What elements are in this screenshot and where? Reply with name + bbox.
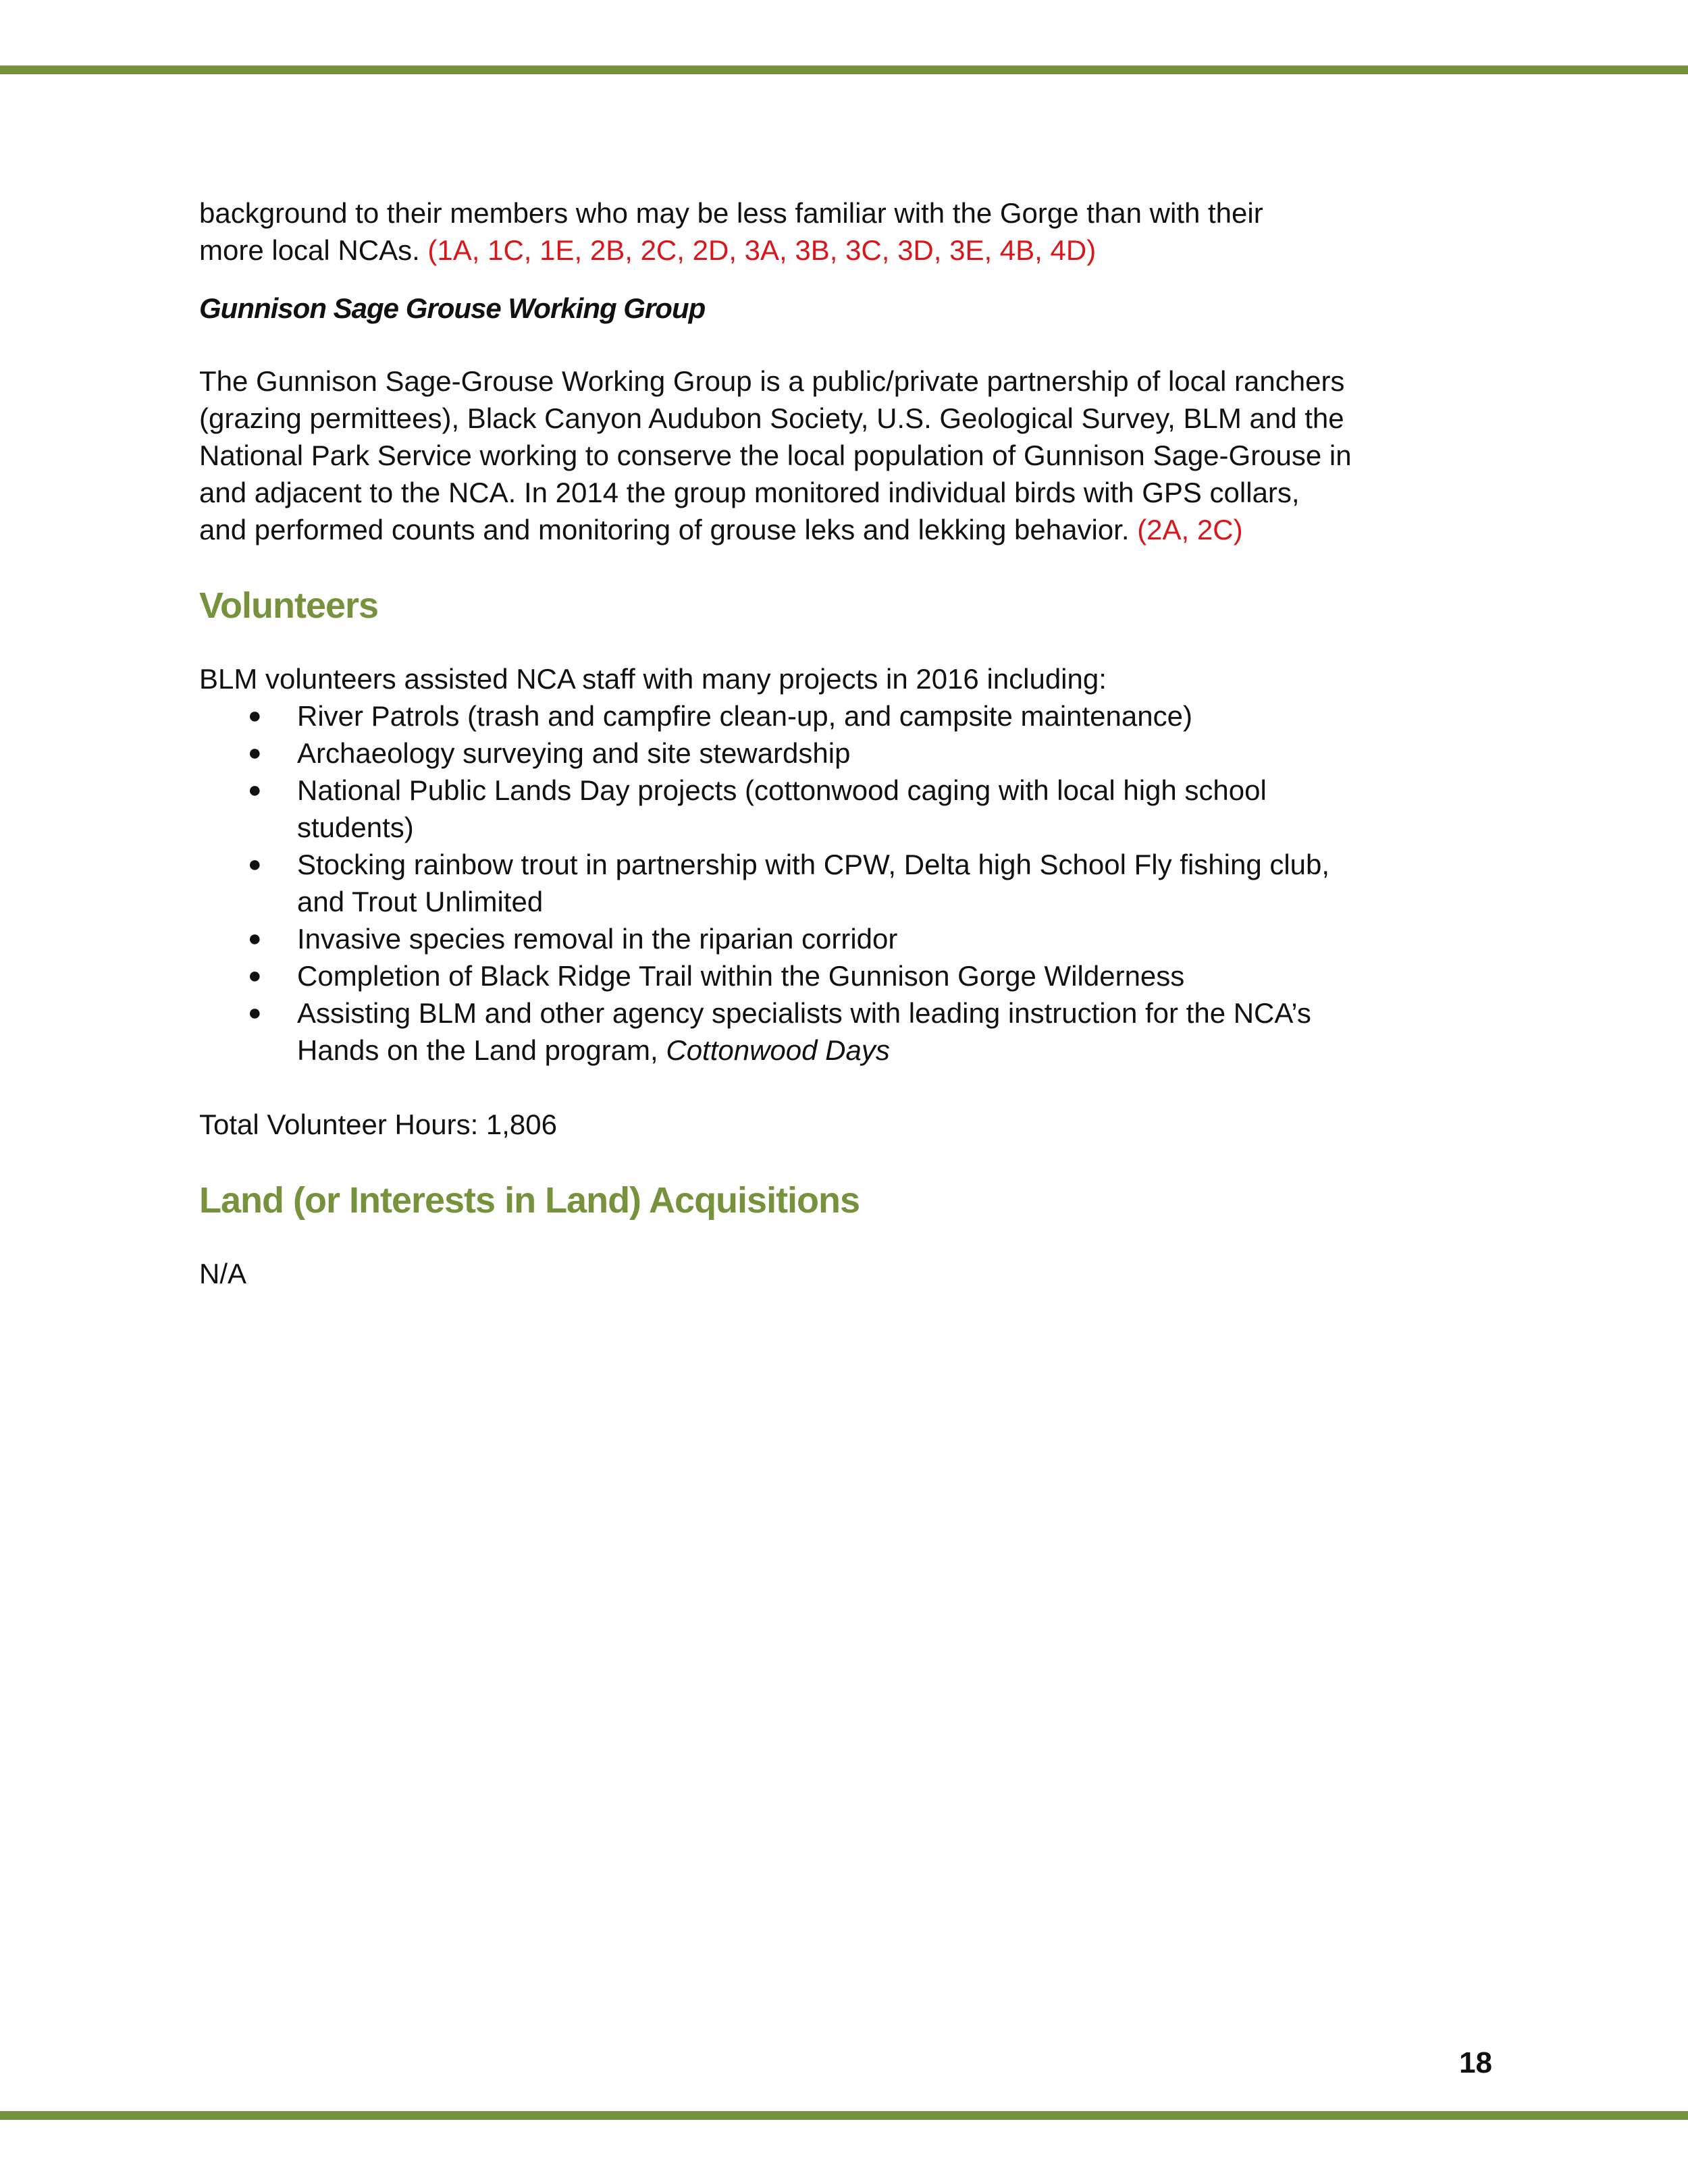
land-acquisitions-text: N/A — [199, 1258, 247, 1289]
bullet-icon: ● — [248, 703, 262, 728]
sage-grouse-line: National Park Service working to conserve the local population of Gunnison Sage-Grouse in — [199, 440, 1352, 471]
intro-line-2: more local NCAs. — [199, 234, 428, 266]
list-item: ● River Patrols (trash and campfire clean-up, and campsite maintenance) — [199, 697, 1506, 735]
page-content — [199, 194, 1506, 1292]
volunteers-heading: Volunteers — [199, 585, 379, 626]
list-item: ● Completion of Black Ridge Trail within the Gunnison Gorge Wilderness — [199, 957, 1506, 994]
intro-line-1: background to their members who may be less familiar with the Gorge than with their — [199, 197, 1263, 229]
volunteer-project-list — [199, 697, 1506, 1069]
total-volunteer-hours: Total Volunteer Hours: 1,806 — [199, 1109, 558, 1140]
top-green-rule — [0, 65, 1688, 74]
bullet-icon: ● — [248, 851, 262, 877]
land-acquisitions-heading: Land (or Interests in Land) Acquisitions — [199, 1180, 860, 1221]
bullet-icon: ● — [248, 740, 262, 766]
list-item: ● Assisting BLM and other agency specialists with leading instruction for the NCA’s Hands on the Land program, Cottonwood Days — [199, 994, 1506, 1069]
bullet-icon: ● — [248, 777, 262, 803]
bullet-icon: ● — [248, 926, 262, 951]
sage-grouse-line: and adjacent to the NCA. In 2014 the group monitored individual birds with GPS collars, — [199, 477, 1300, 508]
intro-paragraph — [199, 194, 1506, 269]
intro-reference-codes: (1A, 1C, 1E, 2B, 2C, 2D, 3A, 3B, 3C, 3D, 3E, 4B, 4D) — [427, 234, 1097, 266]
bottom-green-rule — [0, 2111, 1688, 2120]
sage-grouse-paragraph — [199, 363, 1506, 548]
bullet-icon: ● — [248, 1000, 262, 1026]
volunteers-intro: BLM volunteers assisted NCA staff with many projects in 2016 including: — [199, 663, 1107, 695]
sage-grouse-line: (grazing permittees), Black Canyon Audubon Society, U.S. Geological Survey, BLM and the — [199, 402, 1344, 434]
list-item: ● National Public Lands Day projects (cottonwood caging with local high school students) — [199, 772, 1506, 846]
sage-grouse-line: The Gunnison Sage-Grouse Working Group is a public/private partnership of local ranchers — [199, 365, 1345, 397]
program-name: Cottonwood Days — [666, 1034, 890, 1066]
sage-grouse-reference-codes: (2A, 2C) — [1137, 514, 1243, 545]
bullet-icon: ● — [248, 963, 262, 988]
list-item: ● Archaeology surveying and site stewardship — [199, 735, 1506, 772]
page-number: 18 — [1459, 2046, 1492, 2079]
list-item: ● Invasive species removal in the riparian corridor — [199, 920, 1506, 957]
sage-grouse-line: and performed counts and monitoring of grouse leks and lekking behavior. — [199, 514, 1138, 545]
sage-grouse-heading: Gunnison Sage Grouse Working Group — [199, 292, 706, 324]
list-item: ● Stocking rainbow trout in partnership with CPW, Delta high School Fly fishing club, and Trout Unlimited — [199, 846, 1506, 920]
